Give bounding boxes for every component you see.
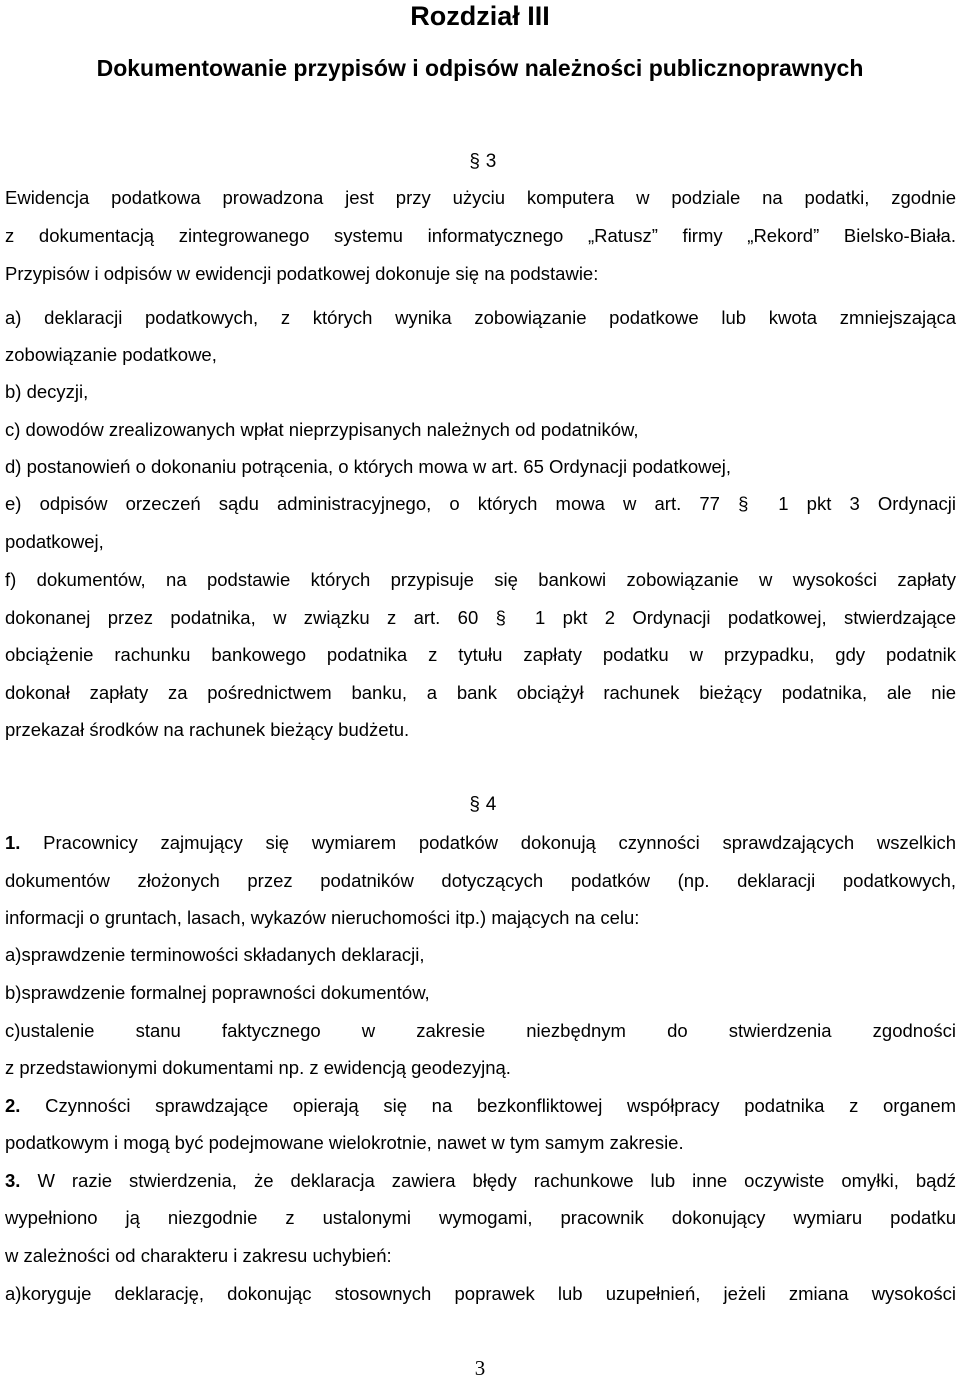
list-item-a: a)sprawdzenie terminowości składanych deklaracji, [5,944,425,965]
section-number: 3 [485,151,497,172]
list-item-c: c) dowodów zrealizowanych wpłat nieprzypisanych należnych od podatników, [5,419,639,440]
text-line: dokumentów złożonych przez podatników dotyczących podatków (np. deklaracji podatkowych, [5,870,956,891]
list-item-a: a) deklaracji podatkowych, z których wynika zobowiązanie podatkowe lub kwota zmniejszająca [5,307,956,328]
text-line: przekazał środków na rachunek bieżący budżetu. [5,719,410,740]
text-line: Przypisów i odpisów w ewidencji podatkowej dokonuje się na podstawie: [5,263,599,284]
list-item-a: a)koryguje deklarację, dokonując stosownych poprawek lub uzupełnień, jeżeli zmiana wysokości [5,1283,956,1304]
paragraph-number: 1. [5,832,21,853]
paragraph-symbol: § [738,493,749,514]
text-line: dokonał zapłaty za pośrednictwem banku, a bank obciążył rachunek bieżący podatnika, ale nie [5,682,956,703]
list-item-d: d) postanowień o dokonaniu potrącenia, o których mowa w art. 65 Ordynacji podatkowej, [5,456,732,477]
list-item-b: b)sprawdzenie formalnej poprawności dokumentów, [5,982,430,1003]
list-item-f: f) dokumentów, na podstawie których przypisuje się bankowi zobowiązanie w wysokości zapłaty [5,569,956,590]
chapter-title: Dokumentowanie przypisów i odpisów należności publicznoprawnych [96,55,864,81]
section-3-heading [0,150,960,174]
numbered-paragraph-1: 1. Pracownicy zajmujący się wymiarem podatków dokonują czynności sprawdzających wszelkich [5,832,957,853]
text-line: podatkowym i mogą być podejmowane wielokrotnie, nawet w tym samym zakresie. [5,1132,684,1153]
paragraph-symbol: § [495,607,506,628]
section-number: 4 [485,794,497,815]
text-line: informacji o gruntach, lasach, wykazów nieruchomości itp.) mających na celu: [5,907,640,928]
numbered-paragraph-3: 3. W razie stwierdzenia, że deklaracja zawiera błędy rachunkowe lub inne oczywiste omyłki, bądź [5,1170,957,1191]
text-line: dokonanej przez podatnika, w związku z art. 60 § 1 pkt 2 Ordynacji podatkowej, stwierdzające [5,607,957,628]
page-number: 3 [474,1356,486,1380]
text-line: Ewidencja podatkowa prowadzona jest przy użyciu komputera w podziale na podatki, zgodnie [5,187,956,208]
text-line: z dokumentacją zintegrowanego systemu informatycznego „Ratusz” firmy „Rekord” Bielsko-Biała. [5,225,956,246]
list-item-b: b) decyzji, [5,381,89,402]
text-line: podatkowej, [5,531,104,552]
section-4-heading [0,793,960,817]
text-line: z przedstawionymi dokumentami np. z ewidencją geodezyjną. [5,1057,511,1078]
text-line: w zależności od charakteru i zakresu uchybień: [5,1245,392,1266]
list-item-c: c)ustalenie stanu faktycznego w zakresie niezbędnym do stwierdzenia zgodności [5,1020,956,1041]
paragraph-symbol: § [469,151,480,172]
text-line: obciążenie rachunku bankowego podatnika z tytułu zapłaty podatku w przypadku, gdy podatnik [5,644,956,665]
paragraph-symbol: § [469,794,480,815]
paragraph-number: 2. [5,1095,21,1116]
text-line: zobowiązanie podatkowe, [5,344,217,365]
list-item-e: e) odpisów orzeczeń sądu administracyjnego, o których mowa w art. 77 § 1 pkt 3 Ordynacji [5,493,957,514]
chapter-heading: Rozdział III [410,1,550,31]
paragraph-number: 3. [5,1170,21,1191]
text-line: wypełniono ją niezgodnie z ustalonymi wymogami, pracownik dokonujący wymiaru podatku [5,1207,956,1228]
numbered-paragraph-2: 2. Czynności sprawdzające opierają się na bezkonfliktowej współpracy podatnika z organem [5,1095,957,1116]
